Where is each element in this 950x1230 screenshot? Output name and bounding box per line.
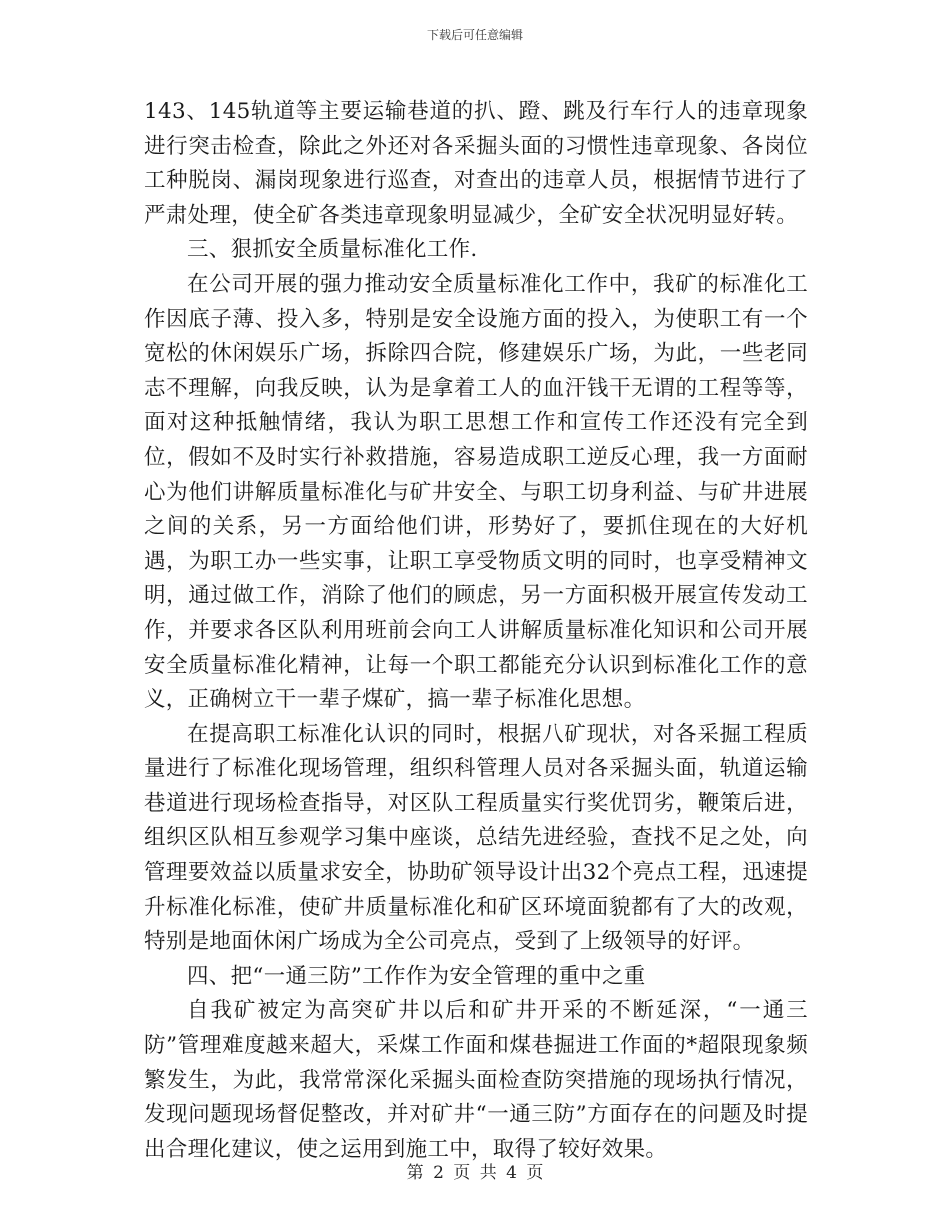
section-heading: 四、把“一通三防”工作作为安全管理的重中之重	[187, 963, 646, 989]
header-note: 下载后可任意编辑	[426, 28, 523, 42]
paragraph: 在公司开展的强力推动安全质量标准化工作中，我矿的标准化工作因底子薄、投入多，特别是安全设施方面的投入，为使职工有一个宽松的休闲娱乐广场，拆除四合院，修建娱乐广场，为此，一些老同志不理解，向我反映，认为是拿着工人的血汗钱干无谓的工程等等，面对这种抵触情绪，我认为职工思想工作和宣传工作还没有完全到位，假如不及时实行补救措施，容易造成职工逆反心理，我一方面耐心为他们讲解质量标准化与矿井安全、与职工切身利益、与矿井进展之间的关系，另一方面给他们讲，形势好了，要抓住现在的大好机遇，为职工办一些实事，让职工享受物质文明的同时，也享受精神文明，通过做工作，消除了他们的顾虑，另一方面积极开展宣传发动工作，并要求各区队利用班前会向工人讲解质量标准化知识和公司开展安全质量标准化精神，让每一个职工都能充分认识到标准化工作的意义，正确树立干一辈子煤矿，搞一辈子标准化思想。	[144, 271, 808, 713]
document-body	[144, 95, 808, 1167]
page-number: 第 2 页 共 4 页	[406, 1163, 544, 1183]
paragraph: 143、145轨道等主要运输巷道的扒、蹬、跳及行车行人的违章现象进行突击检查，除此之外还对各采掘头面的习惯性违章现象、各岗位工种脱岗、漏岗现象进行巡查，对查出的违章人员，根据情节进行了严肃处理，使全矿各类违章现象明显减少，全矿安全状况明显好转。	[144, 99, 808, 228]
paragraph: 自我矿被定为高突矿井以后和矿井开采的不断延深，“一通三防”管理难度越来超大，采煤工作面和煤巷掘进工作面的*超限现象频繁发生，为此，我常常深化采掘头面检查防突措施的现场执行情况，发现问题现场督促整改，并对矿井“一通三防”方面存在的问题及时提出合理化建议，使之运用到施工中，取得了较好效果。	[144, 998, 808, 1162]
paragraph: 在提高职工标准化认识的同时，根据八矿现状，对各采掘工程质量进行了标准化现场管理，组织科管理人员对各采掘头面，轨道运输巷道进行现场检查指导，对区队工程质量实行奖优罚劣，鞭策后进，组织区队相互参观学习集中座谈，总结先进经验，查找不足之处，向管理要效益以质量求安全，协助矿领导设计出32个亮点工程，迅速提升标准化标准，使矿井质量标准化和矿区环境面貌都有了大的改观，特别是地面休闲广场成为全公司亮点，受到了上级领导的好评。	[144, 721, 808, 955]
section-heading: 三、狠抓安全质量标准化工作.	[187, 237, 478, 263]
